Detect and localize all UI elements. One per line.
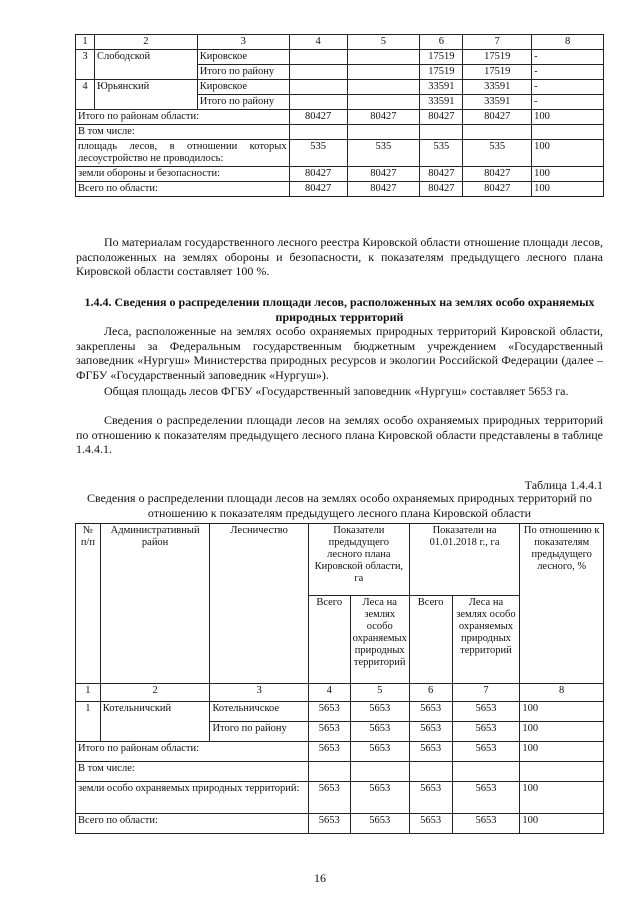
header-forestry: Лесничество: [210, 524, 308, 684]
table-row: [76, 814, 604, 834]
value-cell: 5653: [452, 814, 520, 834]
col-number: 3: [210, 684, 308, 702]
value-cell: 80427: [420, 182, 463, 197]
value-cell: 80427: [420, 110, 463, 125]
value-cell: 5653: [308, 782, 350, 814]
value-cell: 100: [520, 814, 604, 834]
value-cell: 535: [420, 140, 463, 167]
forestry-cell: Котельничское: [210, 702, 308, 722]
value-cell: 5653: [350, 782, 409, 814]
summary-label: Итого по районам области:: [76, 110, 290, 125]
value-cell: 5653: [308, 742, 350, 762]
summary-label: В том числе:: [76, 125, 290, 140]
district-cell: Котельничский: [100, 702, 210, 742]
table-row: [76, 50, 604, 65]
value-cell: 80427: [289, 167, 347, 182]
value-cell: 535: [347, 140, 420, 167]
col-header: 1: [76, 35, 95, 50]
value-cell: 80427: [347, 110, 420, 125]
col-header: 7: [463, 35, 532, 50]
value-cell: 535: [289, 140, 347, 167]
col-number: 6: [409, 684, 452, 702]
value-cell: 5653: [308, 814, 350, 834]
value-cell: 100: [520, 782, 604, 814]
header-district: Административный район: [100, 524, 210, 684]
header-oopt: Леса на землях особо охраняемых природных территорий: [452, 596, 520, 684]
forest-defense-table: [75, 34, 604, 197]
table-row: [76, 167, 604, 182]
value-cell: 5653: [350, 722, 409, 742]
value-cell: 100: [532, 182, 604, 197]
section-heading: 1.4.4. Сведения о распределении площади лесов, расположенных на землях особо охраняемых природных территорий: [84, 295, 595, 324]
value-cell: 5653: [350, 702, 409, 722]
value-cell: 5653: [308, 702, 350, 722]
value-cell: 17519: [420, 65, 463, 80]
value-cell: -: [532, 80, 604, 95]
col-header: 2: [94, 35, 197, 50]
value-cell: 535: [463, 140, 532, 167]
table-row: [76, 782, 604, 814]
table-row: [76, 110, 604, 125]
forestry-cell: Итого по району: [197, 95, 289, 110]
value-cell: 5653: [452, 722, 520, 742]
value-cell: 80427: [347, 182, 420, 197]
value-cell: 17519: [420, 50, 463, 65]
value-cell: 80427: [289, 182, 347, 197]
value-cell: 100: [532, 167, 604, 182]
summary-label: В том числе:: [76, 762, 309, 782]
paragraph-defense-ratio: По материалам государственного лесного реестра Кировской области отношение площади лесов, расположенных на землях обороны и безопасности, к показателям предыдущего лесного плана Кировской области составляет 100 %.: [76, 235, 603, 278]
header-previous-plan: Показатели предыдущего лесного плана Кировской области, га: [308, 524, 409, 596]
forestry-cell: Итого по району: [197, 65, 289, 80]
col-header: 4: [289, 35, 347, 50]
value-cell: 5653: [452, 702, 520, 722]
forestry-cell: Кировское: [197, 80, 289, 95]
col-header: 3: [197, 35, 289, 50]
value-cell: 5653: [409, 742, 452, 762]
value-cell: 80427: [463, 182, 532, 197]
summary-label: Итого по районам области:: [76, 742, 309, 762]
value-cell: 5653: [308, 722, 350, 742]
forestry-cell: Итого по району: [210, 722, 308, 742]
paragraph-oopt-assignment: Леса, расположенные на землях особо охраняемых природных территорий Кировской области, закреплены за Федеральным государственным бюджетным учреждением «Государственный заповедник «Нургуш» Министерства природных ресурсов и экологии Российской Федерации (далее – ФГБУ «Государственный заповедник «Нургуш»).: [76, 324, 603, 382]
col-header: 6: [420, 35, 463, 50]
district-cell: Юрьянский: [94, 80, 197, 110]
value-cell: 17519: [463, 65, 532, 80]
header-current: Показатели на 01.01.2018 г., га: [409, 524, 520, 596]
col-number: 1: [76, 684, 101, 702]
value-cell: 5653: [452, 742, 520, 762]
table-row: [76, 125, 604, 140]
col-number: 5: [350, 684, 409, 702]
table-header-row: [76, 35, 604, 50]
value-cell: 80427: [463, 110, 532, 125]
table-row: [76, 80, 604, 95]
table-row: [76, 762, 604, 782]
value-cell: 80427: [289, 110, 347, 125]
value-cell: -: [532, 65, 604, 80]
col-number: 8: [520, 684, 604, 702]
table-row: [76, 182, 604, 197]
value-cell: 80427: [420, 167, 463, 182]
value-cell: 80427: [347, 167, 420, 182]
header-ratio: По отношению к показателям предыдущего лесного, %: [520, 524, 604, 684]
forestry-cell: Кировское: [197, 50, 289, 65]
row-number: 1: [76, 702, 101, 742]
value-cell: 5653: [409, 814, 452, 834]
summary-label: Всего по области:: [76, 182, 290, 197]
header-num: № п/п: [76, 524, 101, 684]
value-cell: 33591: [463, 80, 532, 95]
value-cell: 80427: [463, 167, 532, 182]
table-row: [76, 702, 604, 722]
table-caption: Сведения о распределении площади лесов на землях особо охраняемых природных территорий по отношению к показателям предыдущего лесного плана Кировской области: [87, 491, 592, 520]
table-header-row: [76, 524, 604, 596]
value-cell: 100: [520, 702, 604, 722]
header-oopt: Леса на землях особо охраняемых природных территорий: [350, 596, 409, 684]
value-cell: 5653: [350, 814, 409, 834]
table-row: [76, 742, 604, 762]
summary-label: Всего по области:: [76, 814, 309, 834]
value-cell: 5653: [409, 722, 452, 742]
value-cell: 5653: [452, 782, 520, 814]
oopt-forest-table: [75, 523, 604, 834]
summary-label: земли особо охраняемых природных территорий:: [76, 782, 309, 814]
header-total: Всего: [308, 596, 350, 684]
summary-label: земли обороны и безопасности:: [76, 167, 290, 182]
column-number-row: [76, 684, 604, 702]
value-cell: -: [532, 95, 604, 110]
paragraph-total-area: Общая площадь лесов ФГБУ «Государственный заповедник «Нургуш» составляет 5653 га.: [104, 384, 569, 398]
col-number: 4: [308, 684, 350, 702]
value-cell: 5653: [350, 742, 409, 762]
col-header: 5: [347, 35, 420, 50]
header-total: Всего: [409, 596, 452, 684]
value-cell: 100: [532, 110, 604, 125]
table-row: [76, 140, 604, 167]
col-header: 8: [532, 35, 604, 50]
value-cell: 5653: [409, 702, 452, 722]
summary-label: площадь лесов, в отношении которых лесоустройство не проводилось:: [76, 140, 290, 167]
page-number: 16: [314, 871, 326, 885]
value-cell: 100: [520, 742, 604, 762]
value-cell: 100: [520, 722, 604, 742]
value-cell: 17519: [463, 50, 532, 65]
district-cell: Слободской: [94, 50, 197, 80]
row-number: 4: [76, 80, 95, 110]
col-number: 2: [100, 684, 210, 702]
value-cell: 33591: [463, 95, 532, 110]
paragraph-table-reference: Сведения о распределении площади лесов на землях особо охраняемых природных территорий по отношению к показателям предыдущего лесного плана Кировской области представлены в таблице 1.4.4.1.: [76, 413, 603, 456]
table-label: Таблица 1.4.4.1: [524, 478, 603, 492]
value-cell: 33591: [420, 80, 463, 95]
col-number: 7: [452, 684, 520, 702]
value-cell: 100: [532, 140, 604, 167]
row-number: 3: [76, 50, 95, 80]
value-cell: 33591: [420, 95, 463, 110]
value-cell: -: [532, 50, 604, 65]
value-cell: 5653: [409, 782, 452, 814]
